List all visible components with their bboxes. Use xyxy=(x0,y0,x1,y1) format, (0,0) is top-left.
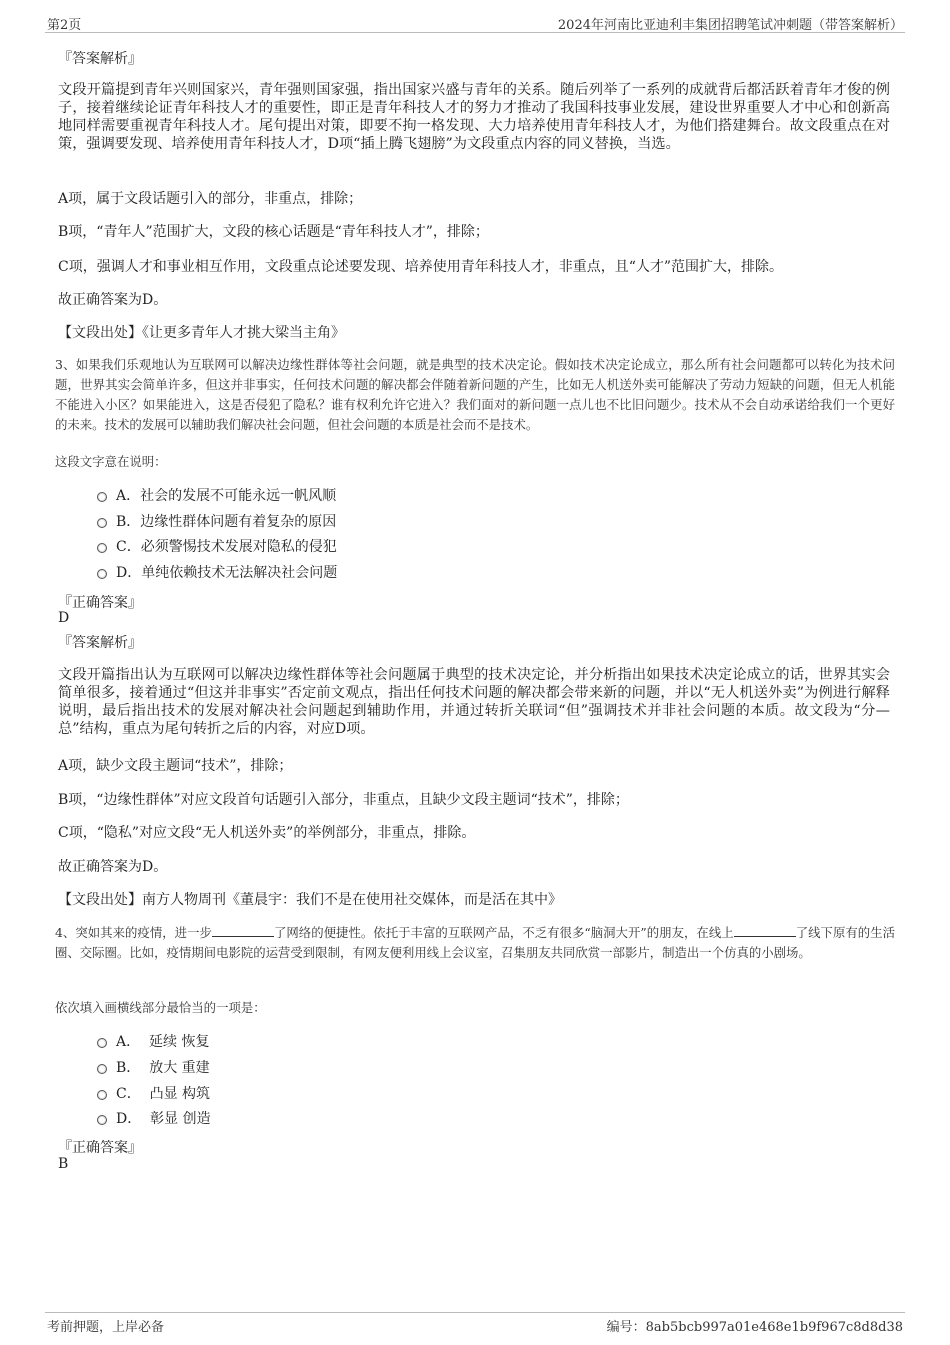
option-label: C．必须警惕技术发展对隐私的侵犯 xyxy=(116,539,337,555)
option-a-analysis: A项，缺少文段主题词“技术”，排除； xyxy=(58,758,293,774)
question-3-prompt: 这段文字意在说明： xyxy=(55,454,167,469)
answer-analysis-text: 文段开篇提到青年兴则国家兴，青年强则国家强，指出国家兴盛与青年的关系。随后列举了一系列的成就背后都活跃着青年才俊的例子，接着继续论证青年科技人才的重要性，即正是青年科技人才的努力才推动了我国科技事业发展，建设世界重要人才中心和创新高地同样需要重视青年科技人才。尾句提出对策，即要不拘一格发现、大力培养使用青年科技人才，为他们搭建舞台。故文段重点在对策，强调要发现、培养使用青年科技人才，D项“插上腾飞翅膀”为文段重点内容的同义替换，当选。 xyxy=(58,82,890,152)
radio-button-icon[interactable] xyxy=(97,569,107,579)
radio-button-icon[interactable] xyxy=(97,1038,107,1048)
q3-option-a[interactable] xyxy=(97,485,336,505)
question-4-prompt: 依次填入画横线部分最恰当的一项是： xyxy=(55,1000,266,1015)
q4-option-c[interactable] xyxy=(97,1083,210,1103)
option-label: B．边缘性群体问题有着复杂的原因 xyxy=(116,514,337,530)
option-a-analysis: A项，属于文段话题引入的部分，非重点，排除； xyxy=(58,191,363,207)
answer-analysis-text: 文段开篇指出认为互联网可以解决边缘性群体等社会问题属于典型的技术决定论，并分析指出如果技术决定论成立的话，世界其实会简单很多，接着通过“但这并非事实”否定前文观点，指出任何技术问题的解决都会带来新的问题，并以“无人机送外卖”为例进行解释说明，最后指出技术的发展对解决社会问题起到辅助作用，并通过转折关联词“但”强调技术并非社会问题的本质。故文段为“分—总”结构，重点为尾句转折之后的内容，对应D项。 xyxy=(58,667,890,737)
conclusion: 故正确答案为D。 xyxy=(58,292,168,308)
q4-option-d[interactable] xyxy=(97,1108,211,1128)
radio-button-icon[interactable] xyxy=(97,518,107,528)
option-c-analysis: C项，“隐私”对应文段“无人机送外卖”的举例部分，非重点，排除。 xyxy=(58,825,476,841)
question-4-text: 4、突如其来的疫情，进一步 了网络的便捷性。依托于丰富的互联网产品，不乏有很多“脑洞大开”的朋友，在线上 了线下原有的生活圈、交际圈。比如，疫情期间电影院的运营受到限制，有网友便利用线上会议室，召集朋友共同欣赏一部影片，制造出一个仿真的小剧场。 xyxy=(55,925,896,960)
correct-answer-label: 『正确答案』 xyxy=(58,595,142,611)
option-b-analysis: B项，“边缘性群体”对应文段首句话题引入部分，非重点，且缺少文段主题词“技术”，排除； xyxy=(58,792,629,808)
answer-analysis-label: 『答案解析』 xyxy=(58,635,142,651)
page-header xyxy=(45,12,905,33)
page-number: 第2页 xyxy=(47,18,82,33)
conclusion: 故正确答案为D。 xyxy=(58,859,168,875)
fill-blank-2 xyxy=(734,924,796,937)
radio-button-icon[interactable] xyxy=(97,1090,107,1100)
footer-slogan: 考前押题，上岸必备 xyxy=(47,1320,165,1335)
option-label: C． 凸显 构筑 xyxy=(116,1086,211,1102)
option-label: D． 彰显 创造 xyxy=(116,1111,211,1127)
option-label: A．社会的发展不可能永远一帆风顺 xyxy=(116,488,337,504)
option-label: D．单纯依赖技术无法解决社会问题 xyxy=(116,565,338,581)
correct-answer-value: B xyxy=(58,1156,69,1172)
q3-option-d[interactable] xyxy=(97,562,337,582)
q3-option-c[interactable] xyxy=(97,536,337,556)
option-c-analysis: C项，强调人才和事业相互作用，文段重点论述要发现、培养使用青年科技人才，非重点，且“人才”范围扩大，排除。 xyxy=(58,259,784,275)
radio-button-icon[interactable] xyxy=(97,543,107,553)
correct-answer-label: 『正确答案』 xyxy=(58,1140,142,1156)
source-citation: 【文段出处】南方人物周刊《董晨宇：我们不是在使用社交媒体，而是活在其中》 xyxy=(58,892,562,908)
q3-option-b[interactable] xyxy=(97,511,336,531)
radio-button-icon[interactable] xyxy=(97,1064,107,1074)
option-b-analysis: B项，“青年人”范围扩大，文段的核心话题是“青年科技人才”，排除； xyxy=(58,224,489,240)
question-3-text: 3、如果我们乐观地认为互联网可以解决边缘性群体等社会问题，就是典型的技术决定论。假如技术决定论成立，那么所有社会问题都可以转化为技术问题，世界其实会简单许多，但这并非事实，任何技术问题的解决都会伴随着新问题的产生，比如无人机送外卖可能解决了劳动力短缺的问题，但无人机能不能进入小区？如果能进入，这是否侵犯了隐私？谁有权利允许它进入？我们面对的新问题一点儿也不比旧问题少。技术从不会自动承诺给我们一个更好的未来。技术的发展可以辅助我们解决社会问题，但社会问题的本质是社会而不是技术。 xyxy=(55,357,895,432)
option-label: A． 延续 恢复 xyxy=(116,1034,210,1050)
page-footer xyxy=(45,1312,905,1335)
document-title: 2024年河南比亚迪利丰集团招聘笔试冲刺题（带答案解析） xyxy=(557,18,903,33)
fill-blank-1 xyxy=(212,924,274,937)
answer-analysis-label: 『答案解析』 xyxy=(58,51,142,67)
q4-option-a[interactable] xyxy=(97,1031,209,1051)
document-id: 编号：8ab5bcb997a01e468e1b9f967c8d8d38 xyxy=(606,1320,903,1335)
radio-button-icon[interactable] xyxy=(97,492,107,502)
source-citation: 【文段出处】《让更多青年人才挑大梁当主角》 xyxy=(58,325,345,341)
correct-answer-value: D xyxy=(58,610,70,626)
option-label: B． 放大 重建 xyxy=(116,1060,210,1076)
q4-option-b[interactable] xyxy=(97,1057,210,1077)
radio-button-icon[interactable] xyxy=(97,1115,107,1125)
